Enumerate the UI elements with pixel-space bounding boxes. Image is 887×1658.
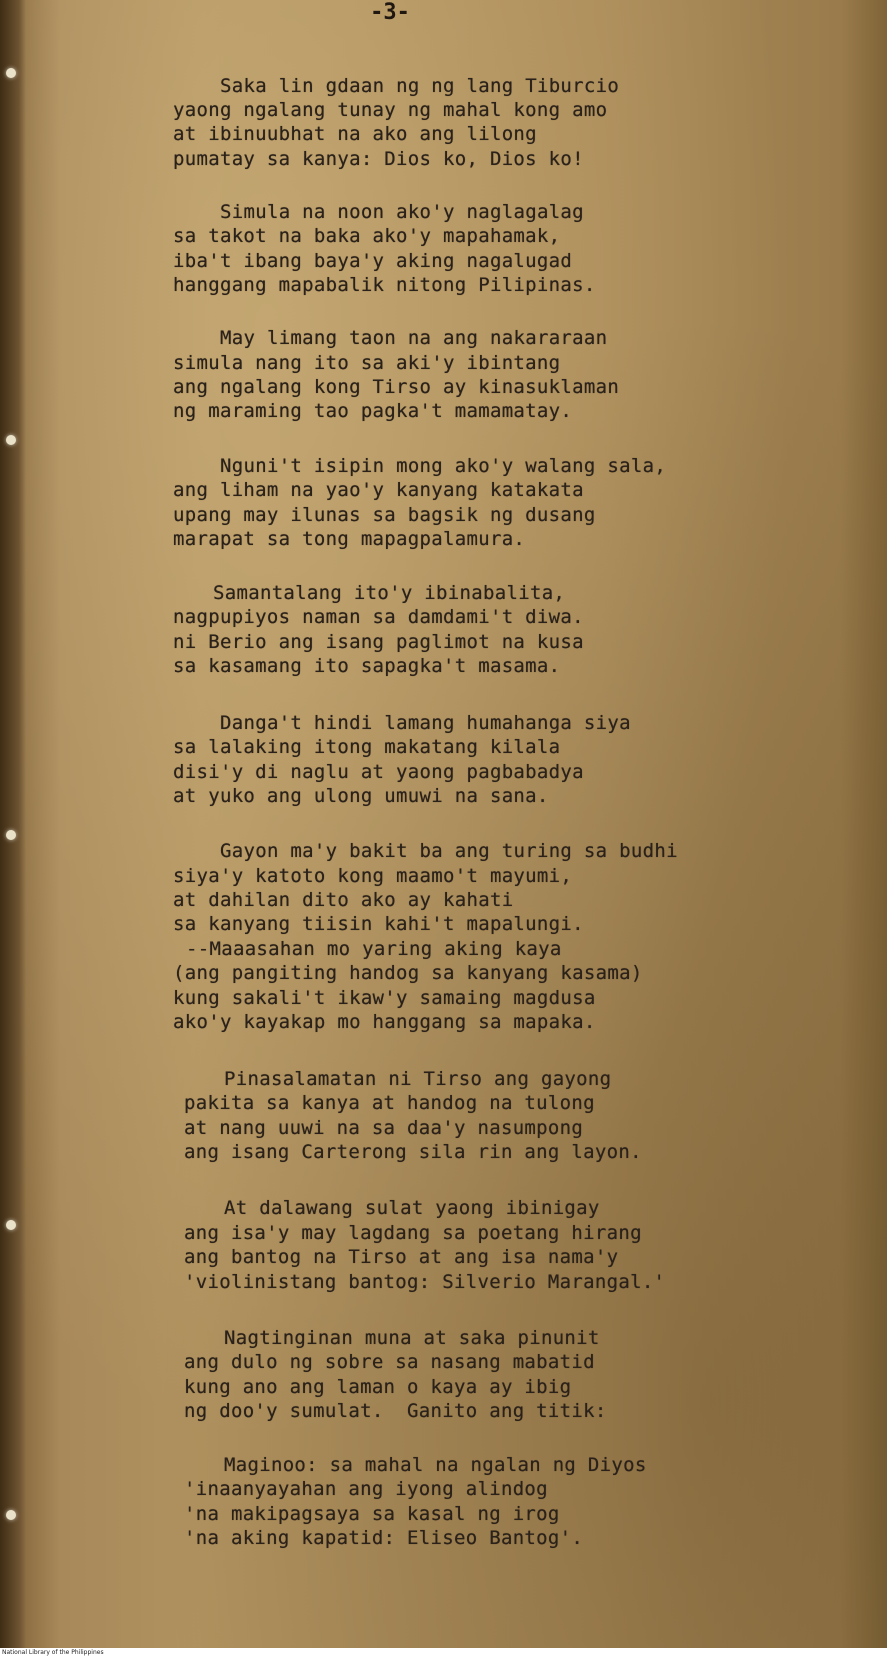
poem-line: sa kasamang ito sapagka't masama. [173, 655, 561, 677]
poem-line: ang isa'y may lagdang sa poetang hirang [184, 1222, 642, 1244]
poem-line: 'na aking kapatid: Eliseo Bantog'. [184, 1527, 584, 1549]
poem-line: Nguni't isipin mong ako'y walang sala, [220, 455, 667, 477]
poem-line: disi'y di naglu at yaong pagbabadya [173, 761, 584, 783]
poem-line: pakita sa kanya at handog na tulong [184, 1092, 595, 1114]
poem-line: ang liham na yao'y kanyang katakata [173, 479, 584, 501]
poem-line: upang may ilunas sa bagsik ng dusang [173, 504, 596, 526]
poem-line: at nang uuwi na sa daa'y nasumpong [184, 1117, 584, 1139]
poem-line: at ibinuubhat na ako ang lilong [173, 123, 537, 145]
poem-line: hanggang mapabalik nitong Pilipinas. [173, 274, 596, 296]
poem-line: ang ngalang kong Tirso ay kinasuklaman [173, 376, 620, 398]
poem-line: yaong ngalang tunay ng mahal kong amo [173, 99, 608, 121]
poem-line: Samantalang ito'y ibinabalita, [213, 582, 566, 604]
poem-line: simula nang ito sa aki'y ibintang [173, 352, 561, 374]
poem-line: iba't ibang baya'y aking nagalugad [173, 250, 573, 272]
poem-line: ako'y kayakap mo hanggang sa mapaka. [173, 1011, 596, 1033]
library-credit: National Library of the Philippines [0, 1648, 887, 1658]
poem-line: marapat sa tong mapagpalamura. [173, 528, 526, 550]
poem-line: 'inaanyayahan ang iyong alindog [184, 1478, 548, 1500]
poem-line: siya'y katoto kong maamo't mayumi, [173, 865, 573, 887]
poem-line: --Maaasahan mo yaring aking kaya [186, 938, 562, 960]
poem-line: Maginoo: sa mahal na ngalan ng Diyos [224, 1454, 647, 1476]
poem-line: ni Berio ang isang paglimot na kusa [173, 631, 584, 653]
poem-line: Simula na noon ako'y naglagalag [220, 201, 584, 223]
poem-line: Gayon ma'y bakit ba ang turing sa budhi [220, 840, 678, 862]
poem-line: ang dulo ng sobre sa nasang mabatid [184, 1351, 595, 1373]
poem-line: 'violinistang bantog: Silverio Marangal.' [184, 1271, 666, 1293]
poem-line: (ang pangiting handog sa kanyang kasama) [173, 962, 643, 984]
poem-line: nagpupiyos naman sa damdami't diwa. [173, 606, 584, 628]
poem-line: at dahilan dito ako ay kahati [173, 889, 514, 911]
poem-line: sa takot na baka ako'y mapahamak, [173, 225, 561, 247]
poem-line: At dalawang sulat yaong ibinigay [224, 1197, 600, 1219]
poem-line: kung sakali't ikaw'y samaing magdusa [173, 987, 596, 1009]
poem-line: May limang taon na ang nakararaan [220, 327, 608, 349]
poem-line: ng doo'y sumulat. Ganito ang titik: [184, 1400, 607, 1422]
page-number: -3- [370, 0, 410, 25]
poem-line: Saka lin gdaan ng ng lang Tiburcio [220, 75, 620, 97]
poem-line: ang isang Carterong sila rin ang layon. [184, 1141, 642, 1163]
poem-line: Nagtinginan muna at saka pinunit [224, 1327, 600, 1349]
poem-line: ang bantog na Tirso at ang isa nama'y [184, 1246, 619, 1268]
poem-line: sa kanyang tiisin kahi't mapalungi. [173, 913, 584, 935]
poem-line: 'na makipagsaya sa kasal ng irog [184, 1503, 560, 1525]
poem-line: at yuko ang ulong umuwi na sana. [173, 785, 549, 807]
poem-line: Pinasalamatan ni Tirso ang gayong [224, 1068, 612, 1090]
poem-line: pumatay sa kanya: Dios ko, Dios ko! [173, 148, 584, 170]
poem-line: Danga't hindi lamang humahanga siya [220, 712, 631, 734]
poem-line: sa lalaking itong makatang kilala [173, 736, 561, 758]
poem-line: ng maraming tao pagka't mamamatay. [173, 400, 573, 422]
poem-line: kung ano ang laman o kaya ay ibig [184, 1376, 572, 1398]
